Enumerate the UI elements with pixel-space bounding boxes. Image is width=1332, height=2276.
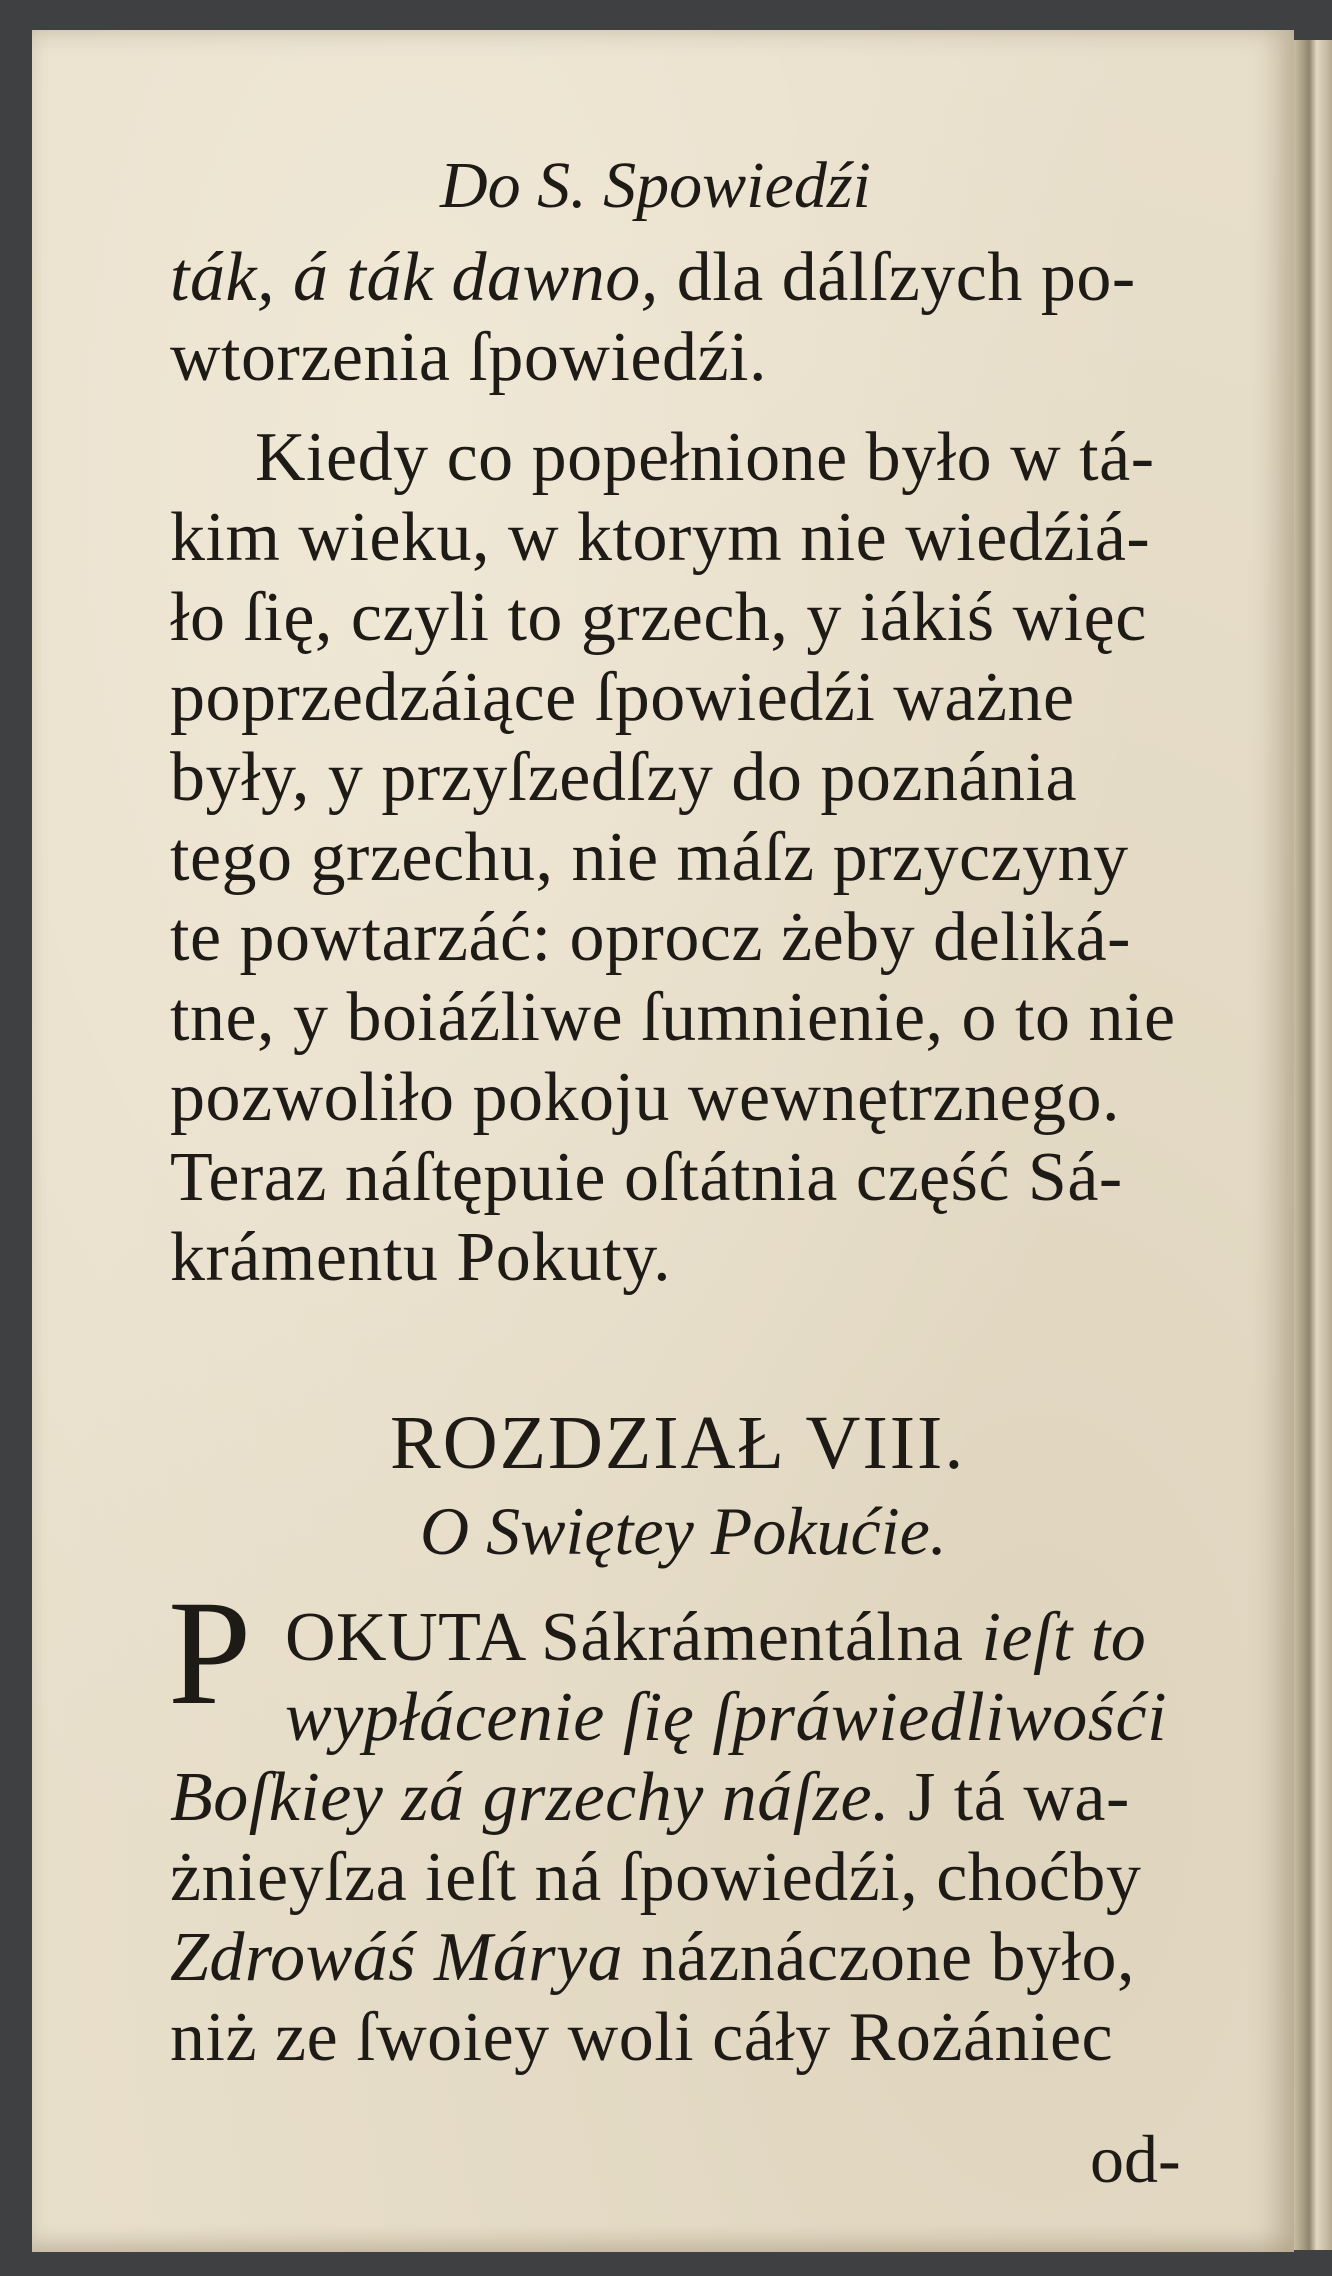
para2-line-5-roman: náznáczone było, — [623, 1919, 1136, 1996]
para2-line-3 — [170, 1758, 1130, 1838]
chapter-heading: ROZDZIAŁ VIII. — [390, 1401, 966, 1485]
para2-line-1-italic: ieſt to — [981, 1599, 1147, 1676]
text-line-11: pozwoliło pokoju wewnętrznego. — [170, 1059, 1121, 1136]
para2-line-4: żnieyſza ieſt ná ſpowiedźi, choćby — [170, 1839, 1142, 1916]
para2-line-3-italic: Boſkiey zá grzechy náſze. — [170, 1759, 891, 1836]
text-line-2: wtorzenia ſpowiedźi. — [170, 319, 768, 396]
catchword: od- — [1090, 2121, 1181, 2197]
text-line-3: Kiedy co popełnione było w tá- — [255, 419, 1155, 496]
text-line-12: Teraz náſtępuie oſtátnia część Sá- — [170, 1139, 1123, 1216]
text-line-4: kim wieku, w ktorym nie wiedźiá- — [170, 499, 1151, 576]
text-line-10: tne, y boiáźliwe ſumnienie, o to nie — [170, 979, 1176, 1056]
para2-line-5-italic: Zdrowáś Márya — [170, 1919, 624, 1996]
chapter-subtitle: O Swiętey Pokućie. — [420, 1493, 947, 1569]
text-line-7: były, y przyſzedſzy do poznánia — [170, 739, 1078, 816]
para2-line-3-roman: J tá wa- — [890, 1759, 1130, 1836]
text-line-9: te powtarzáć: oprocz żeby deliká- — [170, 899, 1131, 976]
para2-line-1-roman: OKUTA Sákrámentálna — [285, 1599, 982, 1676]
text-line-1-italic: ták, á ták dawno, — [170, 239, 659, 316]
para2-line-2: wypłácenie ſię ſpráwiedliwośći — [285, 1679, 1168, 1756]
para2-line-1 — [285, 1598, 1146, 1678]
running-head: Do S. Spowiedźi — [440, 149, 871, 222]
page-edge — [1294, 40, 1332, 2250]
text-line-8: tego grzechu, nie máſz przyczyny — [170, 819, 1129, 896]
text-line-6: poprzedzáiące ſpowiedźi ważne — [170, 659, 1075, 736]
para2-line-6: niż ze ſwoiey woli cáły Rożániec — [170, 1999, 1114, 2076]
text-line-5: ło ſię, czyli to grzech, y iákiś więc — [170, 579, 1147, 656]
text-line-13: krámentu Pokuty. — [170, 1219, 672, 1296]
drop-cap: P — [168, 1570, 252, 1736]
para2-line-5 — [170, 1918, 1135, 1998]
text-line-1-rest: dla dálſzych po- — [658, 239, 1136, 316]
text-line-1 — [170, 238, 1136, 318]
